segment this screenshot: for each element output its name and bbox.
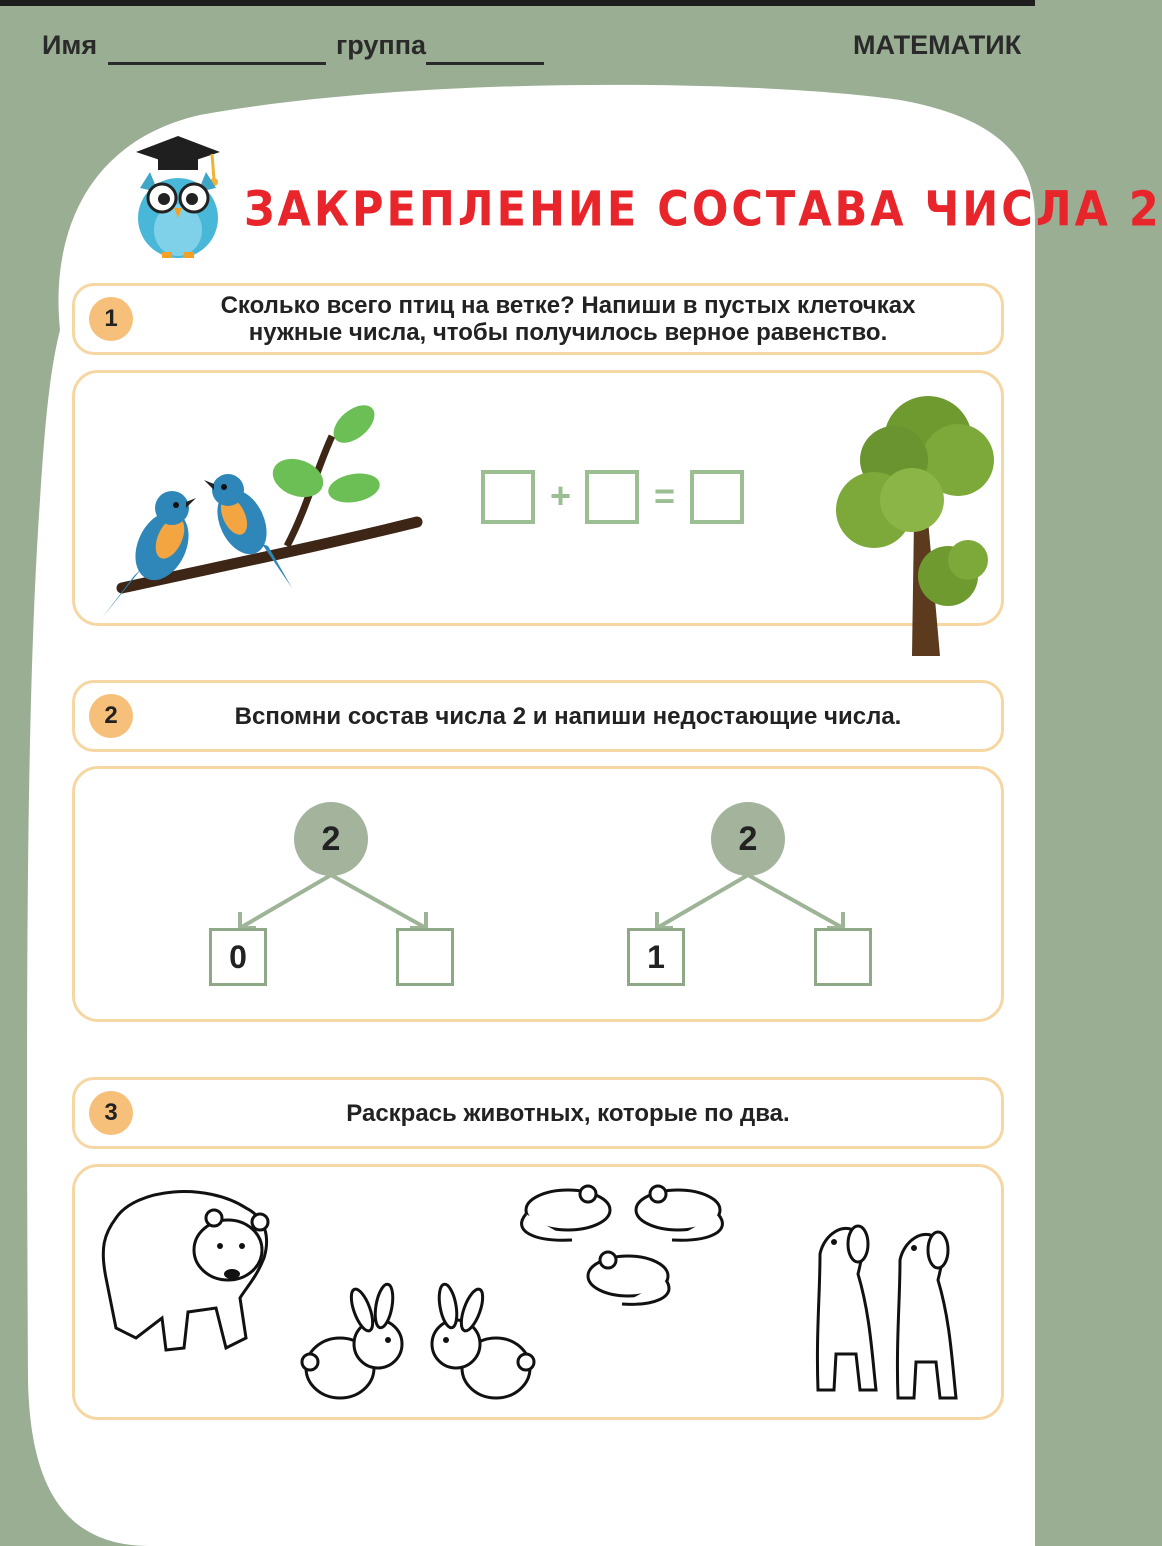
tree-2-right-box[interactable] xyxy=(814,928,872,986)
tree-2-top-number: 2 xyxy=(711,802,785,876)
group-label: группа xyxy=(336,30,427,60)
page-title: ЗАКРЕПЛЕНИЕ СОСТАВА ЧИСЛА 2 xyxy=(244,182,1162,238)
mice-image[interactable] xyxy=(512,1180,732,1320)
tree-1-right-box[interactable] xyxy=(396,928,454,986)
tree-2-left-box: 1 xyxy=(627,928,685,986)
name-label: Имя xyxy=(42,30,98,60)
subject-label: МАТЕМАТИК xyxy=(853,30,1022,60)
bear-image[interactable] xyxy=(96,1178,276,1358)
rabbits-image[interactable] xyxy=(300,1284,536,1404)
task-3-number-badge: 3 xyxy=(89,1091,133,1135)
task-1-number-badge: 1 xyxy=(89,297,133,341)
task-2-number-badge: 2 xyxy=(89,694,133,738)
tree-1-top-number: 2 xyxy=(294,802,368,876)
task-3-header xyxy=(72,1077,1004,1149)
tree-1-left-box: 0 xyxy=(209,928,267,986)
plus-sign: + xyxy=(550,475,572,516)
task-1-text-line1: Сколько всего птиц на ветке? Напиши в пустых клеточках xyxy=(220,292,916,319)
equals-sign: = xyxy=(654,475,676,516)
task-3-text: Раскрась животных, которые по два. xyxy=(346,1100,790,1127)
task-2-text: Вспомни состав числа 2 и напиши недостающие числа. xyxy=(234,703,902,730)
task-1-text-line2: нужные числа, чтобы получилось верное равенство. xyxy=(248,319,888,346)
dogs-image[interactable] xyxy=(800,1214,980,1414)
